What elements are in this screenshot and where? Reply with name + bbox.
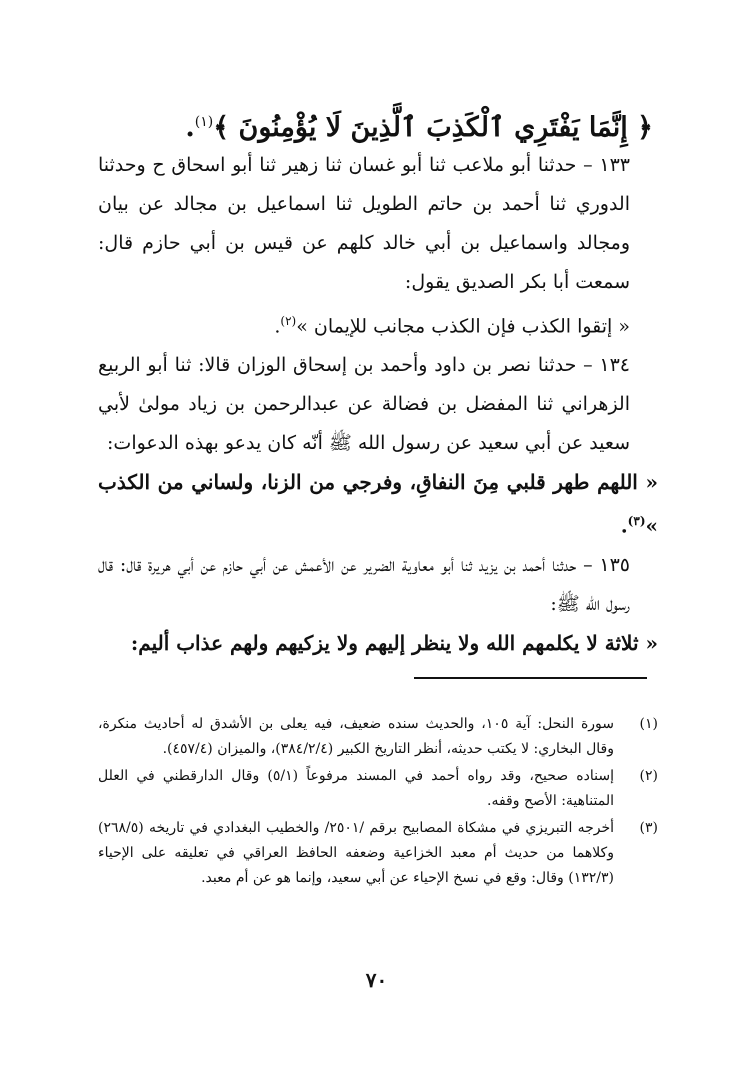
hadith-133-end: . xyxy=(274,315,281,338)
main-text xyxy=(98,146,658,663)
footnote-3-number: (٣) xyxy=(639,820,658,836)
hadith-133-quote xyxy=(98,302,658,346)
footnote-separator xyxy=(414,677,647,679)
footnote-2 xyxy=(98,764,658,814)
footnote-marker-2: (٢) xyxy=(280,314,297,328)
hadith-134-end: . xyxy=(620,513,628,538)
footnote-1 xyxy=(98,712,658,762)
hadith-133-quote-text: « إتقوا الكذب فإن الكذب مجانب للإيمان » xyxy=(296,315,630,338)
footnote-3 xyxy=(98,816,658,891)
page-number: ٧٠ xyxy=(365,968,388,992)
quran-verse-end: . xyxy=(185,112,195,143)
hadith-134-isnad: ١٣٤ – حدثنا نصر بن داود وأحمد بن إسحاق الوزان قالا: ثنا أبو الربيع الزهراني ثنا المفضل بن فضالة عن عبدالرحمن بن زياد مولىٰ لأبي سعيد عن أبي سعيد عن رسول الله ﷺ أنّه كان يدعو بهذه الدعوات: xyxy=(98,354,630,455)
quran-verse xyxy=(93,100,653,150)
hadith-135-quote: « ثلاثة لا يكلمهم الله ولا ينظر إليهم ولا يزكيهم ولهم عذاب أليم: xyxy=(130,630,658,655)
footnote-2-number: (٢) xyxy=(639,768,658,784)
footnote-2-text: إسناده صحيح، وقد رواه أحمد في المسند مرفوعاً (٥/١) وقال الدارقطني في العلل المتناهية: الأصح وقفه. xyxy=(98,768,614,809)
hadith-133-isnad: ١٣٣ – حدثنا أبو ملاعب ثنا أبو غسان ثنا زهير ثنا أبو اسحاق ح وحدثنا الدوري ثنا أحمد بن حاتم الطويل ثنا اسماعيل بن مجالد عن بيان ومجالد واسماعيل بن أبي خالد كلهم عن قيس بن أبي حازم قال: سمعت أبا بكر الصديق يقول: xyxy=(98,154,630,293)
footnote-marker-3: (٣) xyxy=(627,514,646,529)
hadith-135-isnad: ١٣٥ – حدثنا أحمد بن يزيد ثنا أبو معاوية الضرير عن الأعمش عن أبي حازم عن أبي هريرة قال: قال رسول الله ﷺ: xyxy=(98,553,630,615)
hadith-134-quote-text: « اللهم طهر قلبي مِنَ النفاقِ، وفرجي من الزنا، ولساني من الكذب » xyxy=(98,470,658,538)
footnote-3-text: أخرجه التبريزي في مشكاة المصابيح برقم /٢٥٠١/ والخطيب البغدادي في تاريخه (٢٦٨/٥) وكلاهما من حديث أم معبد الخزاعية وضعفه الحافظ العراقي في تعليقه على الإحياء (١٣٢/٣) وقال: وقع في نسخ الإحياء عن أبي سعيد، وإنما هو عن أم معبد. xyxy=(98,820,614,886)
footnote-1-number: (١) xyxy=(639,716,658,732)
hadith-134-quote xyxy=(98,463,658,546)
footnotes xyxy=(98,712,658,893)
footnote-marker-1: (١) xyxy=(194,114,214,130)
footnote-1-text: سورة النحل: آية ١٠٥، والحديث سنده ضعيف، فيه يعلى بن الأشدق له أحاديث منكرة، وقال البخاري: لا يكتب حديثه، أنظر التاريخ الكبير (٣٨٤/٢/٤)، والميزان (٤٥٧/٤). xyxy=(98,716,614,757)
quran-verse-text: ﴿ إِنَّمَا يَفْتَرِي ٱلْكَذِبَ ٱلَّذِينَ لَا يُؤْمِنُونَ ﴾ xyxy=(213,112,653,143)
